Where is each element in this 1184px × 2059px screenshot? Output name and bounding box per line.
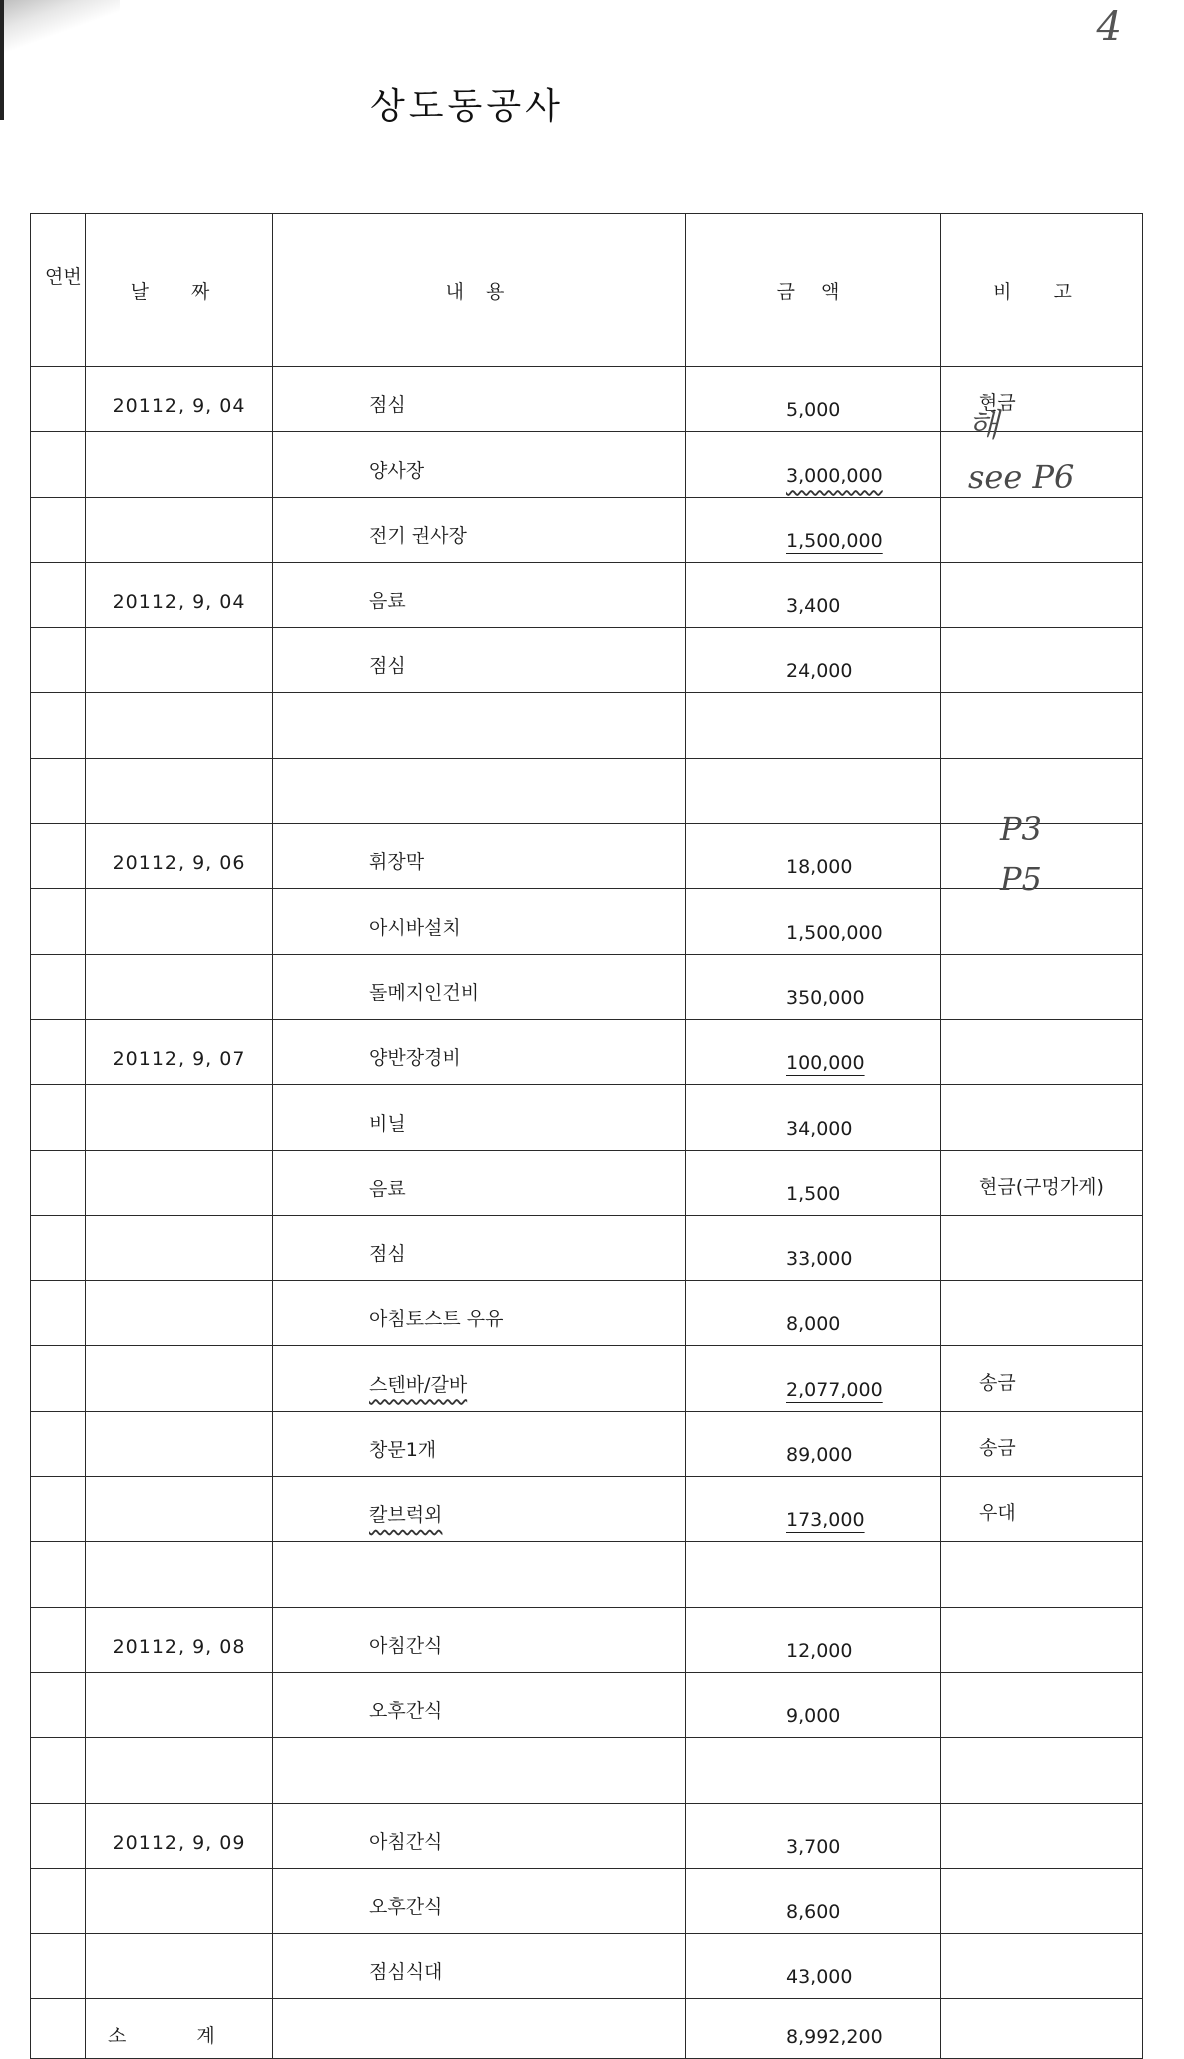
description-text: 스텐바/갈바	[369, 1373, 468, 1396]
amount-cell: 1,500,000	[686, 889, 941, 954]
date-cell	[86, 954, 273, 1019]
description-cell: 비닐	[273, 1085, 686, 1150]
serial-cell	[31, 693, 86, 758]
description-cell: 오후간식	[273, 1672, 686, 1737]
remarks-cell	[941, 1215, 1143, 1280]
amount-cell	[686, 1738, 941, 1803]
date-cell	[86, 1215, 273, 1280]
amount-text: 1,500,000	[786, 529, 883, 552]
amount-text: 2,077,000	[786, 1378, 883, 1401]
serial-cell	[31, 1150, 86, 1215]
table-row	[31, 889, 1143, 954]
serial-cell	[31, 1411, 86, 1476]
date-cell	[86, 889, 273, 954]
table-header-row	[31, 214, 1143, 367]
description-cell: 창문1개	[273, 1411, 686, 1476]
date-cell	[86, 432, 273, 497]
serial-cell	[31, 1019, 86, 1084]
remarks-cell: 송금	[941, 1346, 1143, 1411]
serial-cell	[31, 497, 86, 562]
amount-text: 173,000	[786, 1509, 865, 1532]
remarks-cell	[941, 954, 1143, 1019]
serial-cell	[31, 1868, 86, 1933]
remarks-cell	[941, 628, 1143, 693]
date-cell	[86, 1542, 273, 1607]
remarks-cell	[941, 1868, 1143, 1933]
date-cell	[86, 1150, 273, 1215]
serial-cell	[31, 1607, 86, 1672]
amount-cell: 1,500	[686, 1150, 941, 1215]
serial-cell	[31, 758, 86, 823]
serial-cell	[31, 1803, 86, 1868]
amount-cell	[686, 1477, 941, 1542]
amount-cell: 5,000	[686, 367, 941, 432]
serial-cell	[31, 824, 86, 889]
description-text: 칼브럭외	[369, 1504, 443, 1527]
serial-cell	[31, 1215, 86, 1280]
handwritten-note: P3	[1000, 810, 1042, 848]
description-cell: 아침간식	[273, 1607, 686, 1672]
date-cell	[86, 1934, 273, 1999]
serial-cell	[31, 628, 86, 693]
header-amount: 금 액	[686, 214, 941, 367]
handwritten-note: see P6	[968, 458, 1075, 496]
remarks-cell	[941, 1607, 1143, 1672]
table-row	[31, 1672, 1143, 1737]
remarks-cell	[941, 889, 1143, 954]
remarks-cell	[941, 1999, 1143, 2058]
amount-cell	[686, 1019, 941, 1084]
amount-cell: 3,700	[686, 1803, 941, 1868]
description-cell: 점심	[273, 628, 686, 693]
description-cell: 전기 권사장	[273, 497, 686, 562]
table-row	[31, 1868, 1143, 1933]
amount-cell: 8,600	[686, 1868, 941, 1933]
amount-cell: 18,000	[686, 824, 941, 889]
amount-cell	[686, 1346, 941, 1411]
amount-cell: 89,000	[686, 1411, 941, 1476]
remarks-cell: 우대	[941, 1477, 1143, 1542]
date-cell	[86, 1868, 273, 1933]
description-cell	[273, 693, 686, 758]
serial-cell	[31, 1934, 86, 1999]
description-cell: 아침토스트 우유	[273, 1281, 686, 1346]
description-cell: 점심	[273, 367, 686, 432]
header-description: 내 용	[273, 214, 686, 367]
serial-cell	[31, 1085, 86, 1150]
table-row	[31, 1281, 1143, 1346]
amount-cell: 43,000	[686, 1934, 941, 1999]
date-cell	[86, 1281, 273, 1346]
description-cell	[273, 1542, 686, 1607]
serial-cell	[31, 1477, 86, 1542]
date-cell	[86, 628, 273, 693]
amount-cell: 8,000	[686, 1281, 941, 1346]
date-cell	[86, 1672, 273, 1737]
remarks-cell	[941, 562, 1143, 627]
serial-cell	[31, 954, 86, 1019]
page-title: 상도동공사	[370, 86, 564, 127]
amount-cell	[686, 1542, 941, 1607]
description-cell	[273, 1346, 686, 1411]
description-cell: 점심식대	[273, 1934, 686, 1999]
description-cell: 아시바설치	[273, 889, 686, 954]
amount-cell	[686, 432, 941, 497]
amount-cell: 9,000	[686, 1672, 941, 1737]
serial-cell	[31, 1281, 86, 1346]
table-row	[31, 1019, 1143, 1084]
amount-cell: 12,000	[686, 1607, 941, 1672]
date-cell	[86, 497, 273, 562]
description-cell	[273, 1999, 686, 2058]
handwritten-note: P5	[1000, 860, 1042, 898]
remarks-cell	[941, 1542, 1143, 1607]
serial-cell	[31, 1346, 86, 1411]
table-row	[31, 1150, 1143, 1215]
date-cell: 20112, 9, 06	[86, 824, 273, 889]
remarks-cell	[941, 1934, 1143, 1999]
date-cell: 20112, 9, 08	[86, 1607, 273, 1672]
amount-cell	[686, 497, 941, 562]
subtotal-label: 소 계	[86, 1999, 273, 2058]
page-edge-shadow	[0, 0, 4, 120]
amount-cell: 350,000	[686, 954, 941, 1019]
description-cell	[273, 758, 686, 823]
amount-cell	[686, 693, 941, 758]
date-cell	[86, 1085, 273, 1150]
description-cell: 양반장경비	[273, 1019, 686, 1084]
description-cell: 돌메지인건비	[273, 954, 686, 1019]
table-row	[31, 1085, 1143, 1150]
folded-corner	[0, 0, 120, 120]
table-row	[31, 497, 1143, 562]
serial-cell	[31, 432, 86, 497]
description-cell	[273, 1477, 686, 1542]
remarks-cell	[941, 693, 1143, 758]
remarks-cell	[941, 1085, 1143, 1150]
date-cell: 20112, 9, 04	[86, 562, 273, 627]
remarks-cell	[941, 1672, 1143, 1737]
amount-cell: 33,000	[686, 1215, 941, 1280]
remarks-cell	[941, 1803, 1143, 1868]
table-row	[31, 1934, 1143, 1999]
date-cell: 20112, 9, 04	[86, 367, 273, 432]
amount-cell: 34,000	[686, 1085, 941, 1150]
date-cell	[86, 1346, 273, 1411]
description-cell: 아침간식	[273, 1803, 686, 1868]
subtotal-amount: 8,992,200	[686, 1999, 941, 2058]
serial-cell	[31, 367, 86, 432]
amount-text: 3,000,000	[786, 464, 883, 487]
description-cell: 오후간식	[273, 1868, 686, 1933]
table-row	[31, 1803, 1143, 1868]
table-row	[31, 824, 1143, 889]
header-remarks: 비 고	[941, 214, 1143, 367]
table-row	[31, 562, 1143, 627]
amount-cell: 24,000	[686, 628, 941, 693]
remarks-cell: 송금	[941, 1411, 1143, 1476]
remarks-cell	[941, 1738, 1143, 1803]
date-cell: 20112, 9, 07	[86, 1019, 273, 1084]
description-cell: 휘장막	[273, 824, 686, 889]
date-cell: 20112, 9, 09	[86, 1803, 273, 1868]
header-serial-number: 연번	[31, 214, 86, 367]
date-cell	[86, 693, 273, 758]
date-cell	[86, 1411, 273, 1476]
table-row	[31, 1346, 1143, 1411]
serial-cell	[31, 1542, 86, 1607]
amount-cell: 3,400	[686, 562, 941, 627]
remarks-cell	[941, 497, 1143, 562]
description-cell: 점심	[273, 1215, 686, 1280]
table-row	[31, 1607, 1143, 1672]
table-row	[31, 1477, 1143, 1542]
serial-cell	[31, 1738, 86, 1803]
table-row	[31, 1411, 1143, 1476]
description-cell	[273, 1738, 686, 1803]
description-cell: 양사장	[273, 432, 686, 497]
table-row	[31, 758, 1143, 823]
table-row	[31, 628, 1143, 693]
description-cell: 음료	[273, 1150, 686, 1215]
table-row	[31, 1738, 1143, 1803]
serial-cell	[31, 889, 86, 954]
serial-cell	[31, 1672, 86, 1737]
header-date: 날 짜	[86, 214, 273, 367]
remarks-cell: 현금(구멍가게)	[941, 1150, 1143, 1215]
remarks-cell: 현금	[941, 367, 1143, 432]
amount-cell	[686, 758, 941, 823]
remarks-cell	[941, 1281, 1143, 1346]
remarks-cell	[941, 1019, 1143, 1084]
subtotal-row	[31, 1999, 1143, 2058]
serial-cell	[31, 562, 86, 627]
table-row	[31, 1215, 1143, 1280]
table-row	[31, 1542, 1143, 1607]
table-row	[31, 954, 1143, 1019]
serial-cell	[31, 1999, 86, 2058]
table-row	[31, 693, 1143, 758]
date-cell	[86, 1738, 273, 1803]
description-cell: 음료	[273, 562, 686, 627]
amount-text: 100,000	[786, 1052, 865, 1075]
handwritten-page-number: 4	[1096, 4, 1122, 50]
date-cell	[86, 758, 273, 823]
date-cell	[86, 1477, 273, 1542]
handwritten-note: 해	[968, 406, 999, 444]
